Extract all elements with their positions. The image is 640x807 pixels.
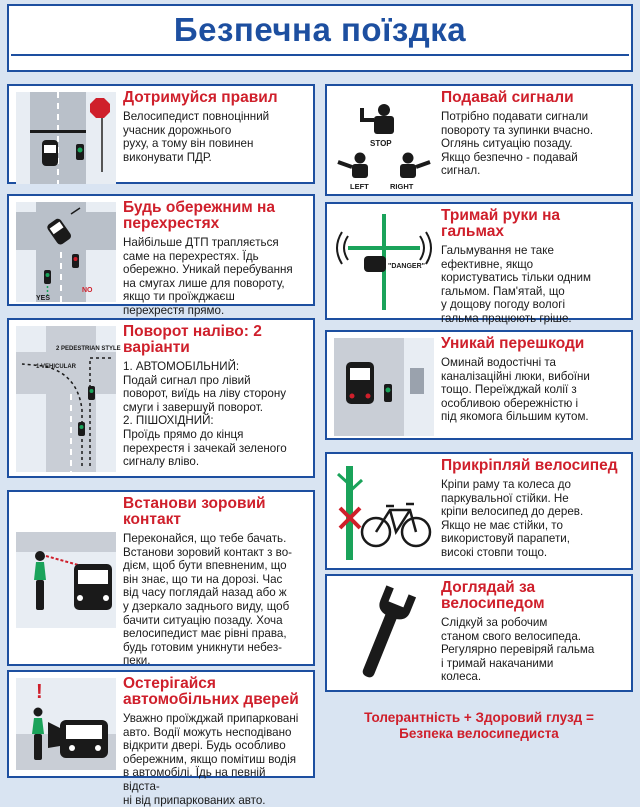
brakes-handlebar-illustration: [334, 210, 434, 314]
tip-title: Подавай сигнали: [441, 89, 574, 106]
hand-signals-illustration: [334, 92, 434, 192]
tip-text: Оминай водостічні та каналізаційні люки, вибоїни тощо. Переїжджай колії з особливою обережністю і під якомога більшим кутом.: [441, 356, 590, 424]
tip-title: Встанови зоровий контакт: [123, 495, 266, 528]
tip-card-brakes: [325, 202, 633, 325]
tip-card-hand-signals: [325, 84, 633, 196]
yes-label: YES: [36, 295, 51, 302]
stop-label: STOP: [370, 139, 392, 148]
tip-text: Кріпи раму та колеса до паркувальної стійки. Не кріпи велосипед до дерев. Якщо не має стійки, то використовуй парапети, високі стовпи тощо.: [441, 478, 584, 559]
tip-title: Будь обережним на перехрестях: [123, 199, 276, 232]
tip-card-obstacles: [325, 330, 633, 440]
car-door-danger-illustration: [16, 678, 116, 770]
no-label: NO: [82, 287, 93, 294]
poster-header: [7, 4, 633, 72]
tip-card-obey-rules: [7, 84, 315, 184]
footer-text: Толерантність + Здоровий глузд = Безпека велосипедиста: [364, 710, 594, 741]
tip-card-eye-contact: [7, 490, 315, 666]
tip-text: Гальмування не таке ефективне, якщо користуватись тільки одним гальмом. Пам'ятай, що у дощову погоду вологі гальма працюють гріше.: [441, 244, 591, 325]
tip-card-car-doors: [7, 670, 315, 807]
footer-slogan: [325, 710, 633, 774]
obstacle-avoidance-illustration: [334, 338, 434, 436]
intersection-lanes-illustration: [16, 202, 116, 302]
tip-title: Остерігайся автомобільних дверей: [123, 675, 299, 708]
tip-card-lock-bike: [325, 452, 633, 570]
tip-title: Дотримуйся правил: [123, 89, 278, 106]
tip-card-maintain-bike: [325, 574, 633, 692]
tip-title: Тримай руки на гальмах: [441, 207, 561, 240]
header-divider: [11, 54, 629, 56]
left-label: LEFT: [350, 182, 369, 191]
pedestrian-style-label: 2 PEDESTRIAN STYLE: [56, 346, 121, 352]
tip-text: Велосипедист повноцінний учасник дорожнього руху, а тому він повинен виконувати ПДР.: [123, 110, 270, 164]
right-label: RIGHT: [390, 182, 414, 191]
tip-text: Уважно проїжджай припарковані авто. Водії можуть несподівано відкрити двері. Будь особливо обережним, якщо помітиш водія в автомобілі. Їдь на певній відста- ні від припаркованих авто.: [123, 712, 299, 807]
tip-title: Доглядай за велосипедом: [441, 579, 545, 612]
eye-contact-illustration: [16, 532, 116, 628]
tip-text: Найбільше ДТП трапляється саме на перехрестях. Їдь обережно. Уникай перебування на смугах лише для повороту, якщо ти проїжджаєш перехрестя прямо.: [123, 236, 293, 317]
alert-icon: !: [36, 681, 43, 703]
bike-parking-illustration: [334, 460, 434, 564]
tip-card-intersections: [7, 194, 315, 317]
tip-text: Переконайся, що тебе бачать. Встанови зоровий контакт з во- дієм, щоб бути впевненим, що він знає, що ти на дорозі. Час від часу поглядай назад або ж у дзеркало заднього виду, щоб бачити ситуацію позаду. Хоча велосипедист має рівні права, будь готовим уникнути небез- пеки.: [123, 532, 293, 668]
left-turn-options-illustration: [16, 326, 121, 472]
page-title: Безпечна поїздка: [173, 11, 467, 48]
tip-card-left-turn: [7, 318, 315, 478]
tip-title: Поворот наліво: 2 варіанти: [123, 323, 262, 356]
tip-title: Уникай перешкоди: [441, 335, 585, 352]
tip-text: Потрібно подавати сигнали повороту та зупинки вчасно. Оглянь ситуацію позаду. Якщо безпечно - подавай сигнал.: [441, 110, 594, 178]
vehicular-label: 1 VEHICULAR: [36, 364, 77, 370]
danger-label: "DANGER": [388, 263, 425, 270]
wrench-icon: [334, 582, 434, 686]
stop-sign-intersection-illustration: [16, 92, 116, 184]
tip-text: 1. АВТОМОБІЛЬНИЙ: Подай сигнал про лівий поворот, виїдь на ліву сторону смуги і завершуй поворот. 2. ПІШОХІДНИЙ: Проїдь прямо до кінця перехрестя і зачекай зеленого сигналу вліво.: [123, 360, 287, 469]
tip-title: Прикріпляй велосипед: [441, 457, 618, 474]
tip-text: Слідкуй за робочим станом свого велосипеда. Регулярно перевіряй гальма і тримай накачаними колеса.: [441, 616, 595, 684]
